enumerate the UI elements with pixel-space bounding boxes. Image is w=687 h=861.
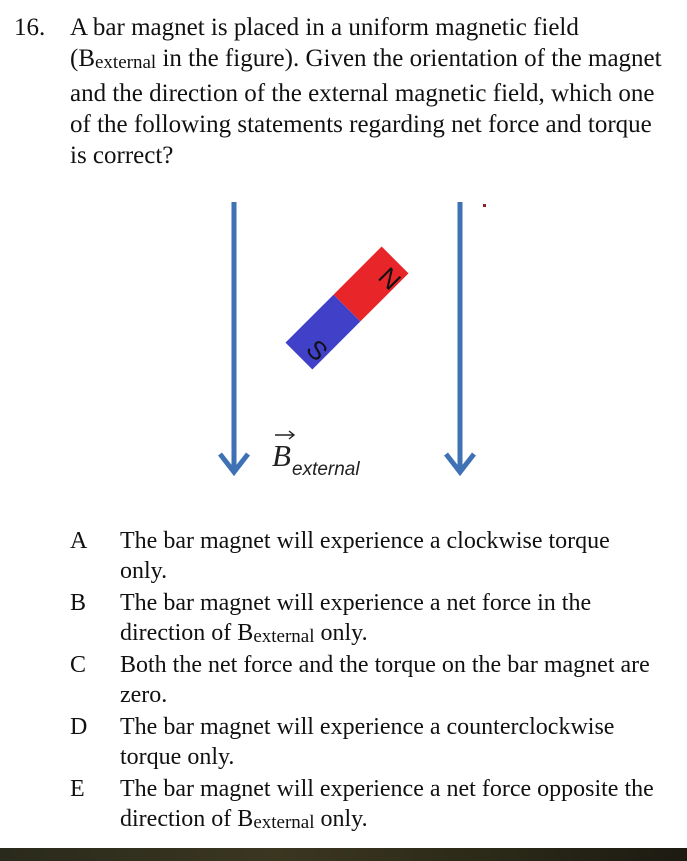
option-d-letter: D xyxy=(70,714,88,740)
question-text xyxy=(70,12,670,171)
option-d-text: The bar magnet will experience a counterclockwise torque only. xyxy=(120,714,615,770)
question-text-part2: in the figure). Given the orientation of the magnet and the direction of the external magnetic field, which one of the following statements regarding net force and torque is correct? xyxy=(70,45,662,169)
question-subscript: external xyxy=(95,52,157,73)
magnet-south-label: S xyxy=(300,333,334,367)
option-a-text: The bar magnet will experience a clockwise torque only. xyxy=(120,528,610,584)
option-e-subscript: external xyxy=(253,812,315,833)
option-b-text-before: The bar magnet will experience a net force in the direction of B xyxy=(120,590,592,646)
option-c-letter: C xyxy=(70,652,87,678)
option-c-text: Both the net force and the torque on the bar magnet are zero. xyxy=(120,652,650,708)
bottom-edge-strip xyxy=(0,848,687,861)
option-b-text-after: only. xyxy=(314,620,368,646)
option-e-text xyxy=(120,774,660,838)
field-label-main: B xyxy=(272,438,291,473)
option-e-text-after: only. xyxy=(314,806,368,832)
field-label-sub: external xyxy=(292,459,360,480)
option-a-letter: A xyxy=(70,528,88,554)
magnet-north-label: N xyxy=(372,261,407,296)
magnet-figure xyxy=(0,190,687,500)
option-b-subscript: external xyxy=(253,626,315,647)
field-label xyxy=(272,431,360,480)
question-text-part1: A bar magnet is placed in a uniform magnetic field (B xyxy=(70,14,579,72)
bar-magnet xyxy=(285,246,408,369)
question-number: 16. xyxy=(14,14,46,41)
option-e-text-before: The bar magnet will experience a net force opposite the direction of B xyxy=(120,776,654,832)
option-b-text xyxy=(120,588,660,652)
stray-mark xyxy=(483,204,486,207)
option-e-letter: E xyxy=(70,776,85,802)
option-b-letter: B xyxy=(70,590,87,616)
